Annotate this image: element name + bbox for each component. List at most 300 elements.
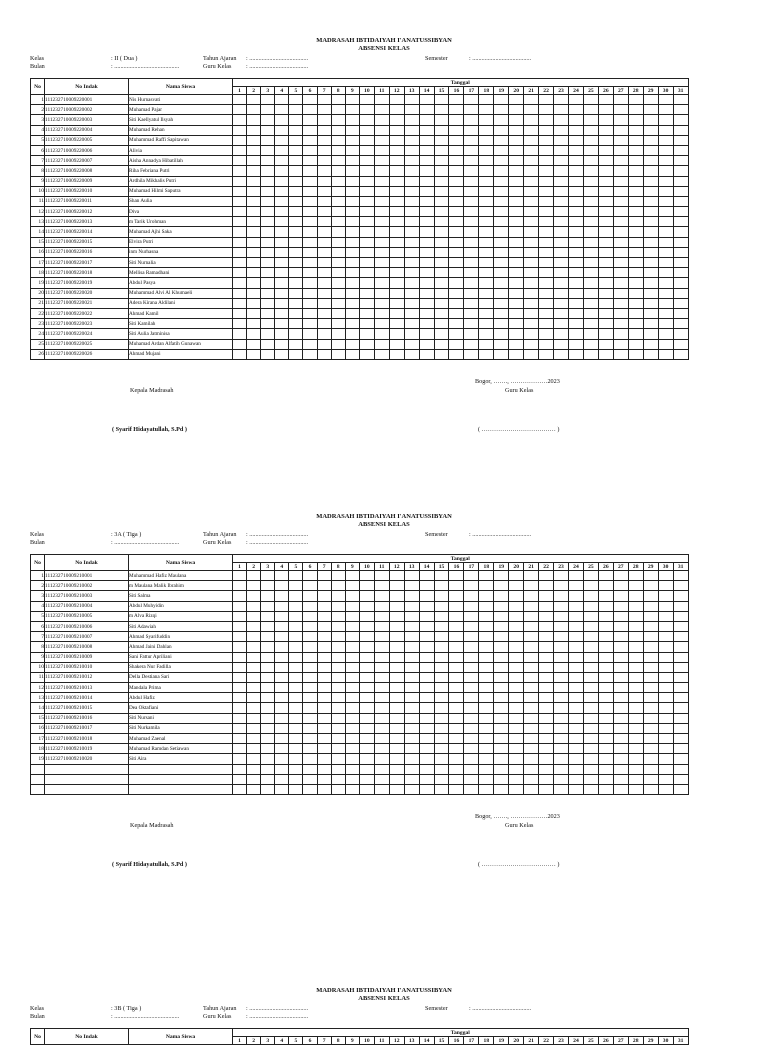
attendance-cell <box>233 308 247 318</box>
attendance-cell <box>233 571 247 581</box>
attendance-cell <box>628 329 643 339</box>
attendance-cell <box>389 774 404 784</box>
attendance-cell <box>247 652 261 662</box>
attendance-cell <box>479 621 494 631</box>
attendance-cell <box>303 176 317 186</box>
attendance-cell <box>233 601 247 611</box>
attendance-cell <box>539 339 554 349</box>
sheet-subtitle: ABSENSI KELAS <box>358 521 410 528</box>
student-name: Siti Nurnalia <box>129 258 233 268</box>
attendance-cell <box>317 591 331 601</box>
attendance-cell <box>345 217 359 227</box>
attendance-cell <box>345 95 359 105</box>
attendance-cell <box>598 217 613 227</box>
attendance-cell <box>539 207 554 217</box>
attendance-cell <box>331 621 345 631</box>
student-no-indak: 111232710009220015 <box>45 237 129 247</box>
student-name: Nis Hurnasvati <box>129 95 233 105</box>
table-row <box>31 713 689 723</box>
attendance-cell <box>434 784 449 794</box>
attendance-cell <box>247 703 261 713</box>
attendance-cell <box>434 258 449 268</box>
attendance-cell <box>359 642 374 652</box>
attendance-cell <box>643 621 658 631</box>
attendance-cell <box>449 632 464 642</box>
attendance-cell <box>479 632 494 642</box>
day-header-16: 16 <box>449 87 464 95</box>
student-number: 15 <box>31 713 45 723</box>
attendance-cell <box>434 237 449 247</box>
attendance-cell <box>494 672 509 682</box>
attendance-cell <box>289 288 303 298</box>
attendance-cell <box>289 642 303 652</box>
attendance-cell <box>658 145 673 155</box>
attendance-cell <box>247 176 261 186</box>
student-number: 2 <box>31 581 45 591</box>
attendance-cell <box>494 196 509 206</box>
attendance-cell <box>275 662 289 672</box>
attendance-cell <box>449 723 464 733</box>
student-no-indak: 111232710009220020 <box>45 288 129 298</box>
attendance-cell <box>568 672 583 682</box>
attendance-cell <box>658 186 673 196</box>
attendance-cell <box>628 196 643 206</box>
attendance-cell <box>317 581 331 591</box>
attendance-cell <box>464 156 479 166</box>
attendance-cell <box>331 672 345 682</box>
attendance-cell <box>331 217 345 227</box>
attendance-cell <box>434 135 449 145</box>
attendance-cell <box>628 145 643 155</box>
attendance-cell <box>539 258 554 268</box>
attendance-cell <box>317 571 331 581</box>
guru-kelas-sign-label: Guru Kelas <box>505 822 534 830</box>
attendance-cell <box>628 278 643 288</box>
day-header-20: 20 <box>509 563 524 571</box>
attendance-cell <box>643 329 658 339</box>
attendance-cell <box>374 349 389 359</box>
attendance-cell <box>509 227 524 237</box>
attendance-cell <box>449 298 464 308</box>
attendance-cell <box>583 166 598 176</box>
attendance-cell <box>568 349 583 359</box>
attendance-cell <box>345 784 359 794</box>
attendance-cell <box>389 754 404 764</box>
attendance-cell <box>613 217 628 227</box>
attendance-cell <box>658 258 673 268</box>
attendance-cell <box>494 339 509 349</box>
attendance-cell <box>434 713 449 723</box>
attendance-cell <box>233 632 247 642</box>
attendance-cell <box>598 105 613 115</box>
attendance-cell <box>345 754 359 764</box>
school-title: MADRASAH IBTIDAIYAH I'ANATUSSIBYAN <box>316 37 452 44</box>
attendance-cell <box>509 176 524 186</box>
attendance-cell <box>464 176 479 186</box>
attendance-cell <box>419 237 434 247</box>
student-no-indak: 111232710009210012 <box>45 672 129 682</box>
attendance-cell <box>331 784 345 794</box>
bulan-label: Bulan <box>30 539 45 546</box>
attendance-cell <box>449 156 464 166</box>
attendance-cell <box>449 672 464 682</box>
day-header-21: 21 <box>524 563 539 571</box>
attendance-cell <box>345 135 359 145</box>
attendance-cell <box>359 581 374 591</box>
student-name: Dea Oktafiani <box>129 703 233 713</box>
attendance-cell <box>598 662 613 672</box>
attendance-cell <box>374 764 389 774</box>
attendance-cell <box>317 278 331 288</box>
attendance-cell <box>613 278 628 288</box>
attendance-cell <box>673 207 688 217</box>
attendance-cell <box>598 135 613 145</box>
attendance-cell <box>275 693 289 703</box>
attendance-cell <box>374 166 389 176</box>
attendance-cell <box>261 176 275 186</box>
attendance-cell <box>509 207 524 217</box>
attendance-cell <box>494 754 509 764</box>
attendance-cell <box>434 621 449 631</box>
day-header-31: 31 <box>673 1037 688 1045</box>
attendance-cell <box>404 166 419 176</box>
student-name: Abdul Muhyidin <box>129 601 233 611</box>
attendance-cell <box>494 237 509 247</box>
student-number: 9 <box>31 176 45 186</box>
attendance-cell <box>303 217 317 227</box>
attendance-cell <box>628 339 643 349</box>
attendance-cell <box>673 115 688 125</box>
attendance-cell <box>345 672 359 682</box>
attendance-cell <box>303 693 317 703</box>
attendance-cell <box>568 186 583 196</box>
attendance-cell <box>613 176 628 186</box>
attendance-cell <box>247 105 261 115</box>
day-header-31: 31 <box>673 87 688 95</box>
attendance-cell <box>434 288 449 298</box>
attendance-cell <box>404 135 419 145</box>
attendance-cell <box>289 723 303 733</box>
attendance-cell <box>233 784 247 794</box>
table-row <box>31 703 689 713</box>
attendance-cell <box>289 95 303 105</box>
attendance-cell <box>233 723 247 733</box>
table-row <box>31 672 689 682</box>
attendance-cell <box>479 672 494 682</box>
attendance-cell <box>568 115 583 125</box>
attendance-cell <box>289 601 303 611</box>
attendance-cell <box>275 764 289 774</box>
column-header-nama-siswa: Nama Siswa <box>129 1029 233 1045</box>
attendance-cell <box>539 754 554 764</box>
attendance-cell <box>434 642 449 652</box>
attendance-cell <box>568 176 583 186</box>
attendance-cell <box>359 115 374 125</box>
attendance-cell <box>568 693 583 703</box>
attendance-cell <box>261 319 275 329</box>
attendance-cell <box>233 166 247 176</box>
student-no-indak: 111232710009220023 <box>45 319 129 329</box>
attendance-cell <box>509 217 524 227</box>
attendance-cell <box>628 611 643 621</box>
day-header-17: 17 <box>464 87 479 95</box>
attendance-cell <box>524 339 539 349</box>
attendance-cell <box>539 744 554 754</box>
student-number: 20 <box>31 288 45 298</box>
attendance-cell <box>524 611 539 621</box>
attendance-cell <box>509 774 524 784</box>
attendance-cell <box>233 207 247 217</box>
attendance-cell <box>317 237 331 247</box>
attendance-cell <box>643 652 658 662</box>
attendance-cell <box>613 135 628 145</box>
attendance-cell <box>419 115 434 125</box>
attendance-cell <box>479 135 494 145</box>
student-name: Muhammad Raffi Sapitawan <box>129 135 233 145</box>
attendance-cell <box>275 196 289 206</box>
attendance-cell <box>583 774 598 784</box>
attendance-cell <box>331 145 345 155</box>
attendance-cell <box>568 632 583 642</box>
attendance-cell <box>613 571 628 581</box>
attendance-cell <box>359 176 374 186</box>
attendance-cell <box>509 764 524 774</box>
day-header-8: 8 <box>331 563 345 571</box>
attendance-cell <box>479 196 494 206</box>
attendance-cell <box>583 237 598 247</box>
attendance-cell <box>359 764 374 774</box>
attendance-cell <box>464 186 479 196</box>
attendance-cell <box>317 288 331 298</box>
attendance-cell <box>628 754 643 764</box>
attendance-cell <box>261 652 275 662</box>
day-header-30: 30 <box>658 1037 673 1045</box>
attendance-cell <box>345 247 359 257</box>
attendance-cell <box>494 683 509 693</box>
attendance-cell <box>554 611 569 621</box>
attendance-cell <box>419 723 434 733</box>
attendance-cell <box>583 308 598 318</box>
attendance-cell <box>233 591 247 601</box>
attendance-cell <box>613 105 628 115</box>
attendance-cell <box>331 662 345 672</box>
attendance-cell <box>613 713 628 723</box>
attendance-cell <box>464 105 479 115</box>
attendance-cell <box>568 591 583 601</box>
attendance-cell <box>289 227 303 237</box>
semester-label: Semester <box>425 55 448 62</box>
attendance-cell <box>359 105 374 115</box>
attendance-cell <box>598 329 613 339</box>
attendance-cell <box>613 207 628 217</box>
attendance-cell <box>494 774 509 784</box>
attendance-cell <box>389 207 404 217</box>
attendance-cell <box>673 784 688 794</box>
attendance-cell <box>247 186 261 196</box>
attendance-cell <box>524 166 539 176</box>
attendance-cell <box>275 156 289 166</box>
attendance-cell <box>479 601 494 611</box>
column-header-tanggal: Tanggal <box>233 555 689 563</box>
attendance-cell <box>317 734 331 744</box>
attendance-cell <box>568 145 583 155</box>
attendance-cell <box>289 693 303 703</box>
attendance-cell <box>449 642 464 652</box>
attendance-cell <box>289 339 303 349</box>
attendance-cell <box>643 115 658 125</box>
attendance-cell <box>524 693 539 703</box>
attendance-cell <box>613 703 628 713</box>
day-header-4: 4 <box>275 1037 289 1045</box>
attendance-cell <box>539 723 554 733</box>
student-number: 11 <box>31 196 45 206</box>
attendance-cell <box>303 632 317 642</box>
day-header-15: 15 <box>434 87 449 95</box>
attendance-cell <box>643 258 658 268</box>
student-number: 13 <box>31 693 45 703</box>
attendance-cell <box>247 258 261 268</box>
attendance-cell <box>479 288 494 298</box>
attendance-cell <box>317 713 331 723</box>
attendance-cell <box>598 713 613 723</box>
attendance-cell <box>568 156 583 166</box>
attendance-cell <box>233 247 247 257</box>
attendance-cell <box>494 652 509 662</box>
attendance-cell <box>233 621 247 631</box>
attendance-cell <box>389 571 404 581</box>
attendance-cell <box>289 308 303 318</box>
student-no-indak: 111232710009210009 <box>45 652 129 662</box>
attendance-cell <box>494 591 509 601</box>
attendance-cell <box>643 166 658 176</box>
attendance-cell <box>317 632 331 642</box>
attendance-cell <box>524 176 539 186</box>
attendance-cell <box>643 764 658 774</box>
attendance-cell <box>598 774 613 784</box>
attendance-cell <box>598 642 613 652</box>
attendance-cell <box>509 339 524 349</box>
attendance-cell <box>434 734 449 744</box>
bulan-value: : .......................................... <box>111 539 180 546</box>
attendance-table <box>30 1028 689 1045</box>
attendance-cell <box>247 95 261 105</box>
attendance-cell <box>331 339 345 349</box>
attendance-cell <box>434 186 449 196</box>
attendance-cell <box>434 723 449 733</box>
attendance-cell <box>628 186 643 196</box>
student-name: Siti Aulia Jatminisa <box>129 329 233 339</box>
attendance-cell <box>233 662 247 672</box>
attendance-cell <box>419 339 434 349</box>
attendance-cell <box>673 268 688 278</box>
attendance-cell <box>509 349 524 359</box>
column-header-no-indak: No Indak <box>45 79 129 95</box>
student-name: Muhamad Rehan <box>129 125 233 135</box>
attendance-cell <box>613 642 628 652</box>
attendance-cell <box>345 611 359 621</box>
attendance-cell <box>479 115 494 125</box>
attendance-cell <box>554 156 569 166</box>
attendance-cell <box>613 693 628 703</box>
attendance-cell <box>389 268 404 278</box>
attendance-cell <box>598 237 613 247</box>
attendance-cell <box>583 581 598 591</box>
attendance-cell <box>289 621 303 631</box>
attendance-cell <box>658 319 673 329</box>
student-number: 9 <box>31 652 45 662</box>
attendance-cell <box>494 135 509 145</box>
attendance-cell <box>233 278 247 288</box>
attendance-cell <box>233 734 247 744</box>
attendance-cell <box>404 247 419 257</box>
attendance-cell <box>539 95 554 105</box>
attendance-cell <box>464 95 479 105</box>
day-header-4: 4 <box>275 87 289 95</box>
attendance-cell <box>303 237 317 247</box>
attendance-cell <box>449 683 464 693</box>
attendance-cell <box>539 186 554 196</box>
student-name: Abdul Hafiz <box>129 693 233 703</box>
attendance-cell <box>303 754 317 764</box>
student-number: 13 <box>31 217 45 227</box>
attendance-cell <box>554 713 569 723</box>
attendance-cell <box>494 217 509 227</box>
attendance-cell <box>494 723 509 733</box>
attendance-cell <box>628 591 643 601</box>
day-header-10: 10 <box>359 87 374 95</box>
attendance-cell <box>374 652 389 662</box>
attendance-cell <box>261 601 275 611</box>
attendance-cell <box>658 744 673 754</box>
attendance-cell <box>331 764 345 774</box>
attendance-cell <box>303 156 317 166</box>
day-header-7: 7 <box>317 1037 331 1045</box>
table-row <box>31 207 689 217</box>
attendance-cell <box>275 329 289 339</box>
attendance-cell <box>539 268 554 278</box>
attendance-cell <box>509 672 524 682</box>
attendance-cell <box>359 662 374 672</box>
attendance-cell <box>374 621 389 631</box>
attendance-cell <box>628 115 643 125</box>
attendance-cell <box>275 125 289 135</box>
attendance-cell <box>303 95 317 105</box>
attendance-cell <box>583 713 598 723</box>
attendance-cell <box>673 581 688 591</box>
attendance-cell <box>673 237 688 247</box>
attendance-cell <box>568 339 583 349</box>
attendance-cell <box>568 268 583 278</box>
student-name: Muhammad Alvi Al Khumaeli <box>129 288 233 298</box>
attendance-cell <box>404 774 419 784</box>
attendance-cell <box>317 95 331 105</box>
attendance-cell <box>613 744 628 754</box>
attendance-cell <box>289 683 303 693</box>
attendance-cell <box>479 693 494 703</box>
student-number: 1 <box>31 95 45 105</box>
attendance-cell <box>494 713 509 723</box>
student-number: 18 <box>31 268 45 278</box>
attendance-cell <box>598 166 613 176</box>
attendance-cell <box>479 713 494 723</box>
student-name: Siti Kaellyatul Ilsyah <box>129 115 233 125</box>
attendance-cell <box>374 105 389 115</box>
attendance-cell <box>673 349 688 359</box>
attendance-cell <box>275 166 289 176</box>
attendance-cell <box>389 683 404 693</box>
attendance-cell <box>331 319 345 329</box>
attendance-cell <box>317 258 331 268</box>
